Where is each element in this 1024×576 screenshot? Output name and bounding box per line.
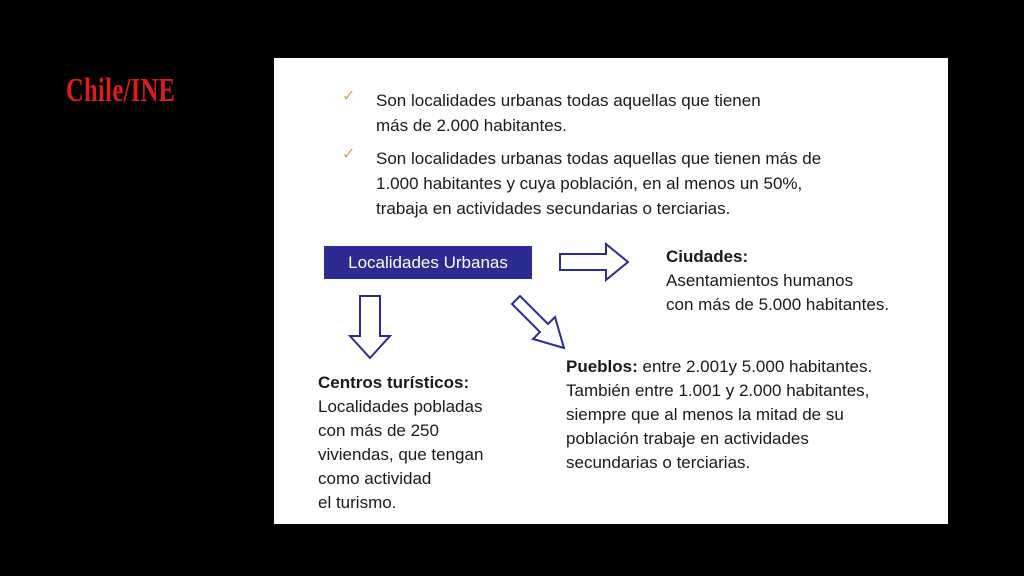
- urban-localities-box: Localidades Urbanas: [324, 246, 532, 279]
- check-icon: ✓: [342, 146, 356, 163]
- down-arrow-icon: [348, 294, 392, 360]
- slide-title: Chile/INE: [66, 72, 176, 109]
- ciudades-block: Ciudades: Asentamientos humanos con más de 5.000 habitantes.: [666, 247, 890, 314]
- diagonal-arrow-icon: [510, 294, 568, 352]
- centros-block: Centros turísticos: Localidades pobladas con más de 250 viviendas, que tengan como actividad el turismo.: [318, 373, 484, 512]
- centros-heading: Centros turísticos:: [318, 373, 470, 392]
- bullet-text: Son localidades urbanas todas aquellas que tienen más de 2.000 habitantes.: [376, 91, 761, 135]
- ciudades-heading: Ciudades:: [666, 247, 749, 266]
- right-arrow-icon: [558, 242, 630, 282]
- content-card: [274, 58, 948, 524]
- check-icon: ✓: [342, 88, 356, 105]
- pueblos-heading: Pueblos:: [566, 357, 638, 376]
- pueblos-block: Pueblos: entre 2.001y 5.000 habitantes. También entre 1.001 y 2.000 habitantes, siempre que al menos la mitad de su población trabaje en actividades secundarias o terciarias.: [566, 357, 873, 472]
- bullet-text: Son localidades urbanas todas aquellas que tienen más de 1.000 habitantes y cuya población, en al menos un 50%, trabaja en actividades secundarias o terciarias.: [376, 149, 822, 218]
